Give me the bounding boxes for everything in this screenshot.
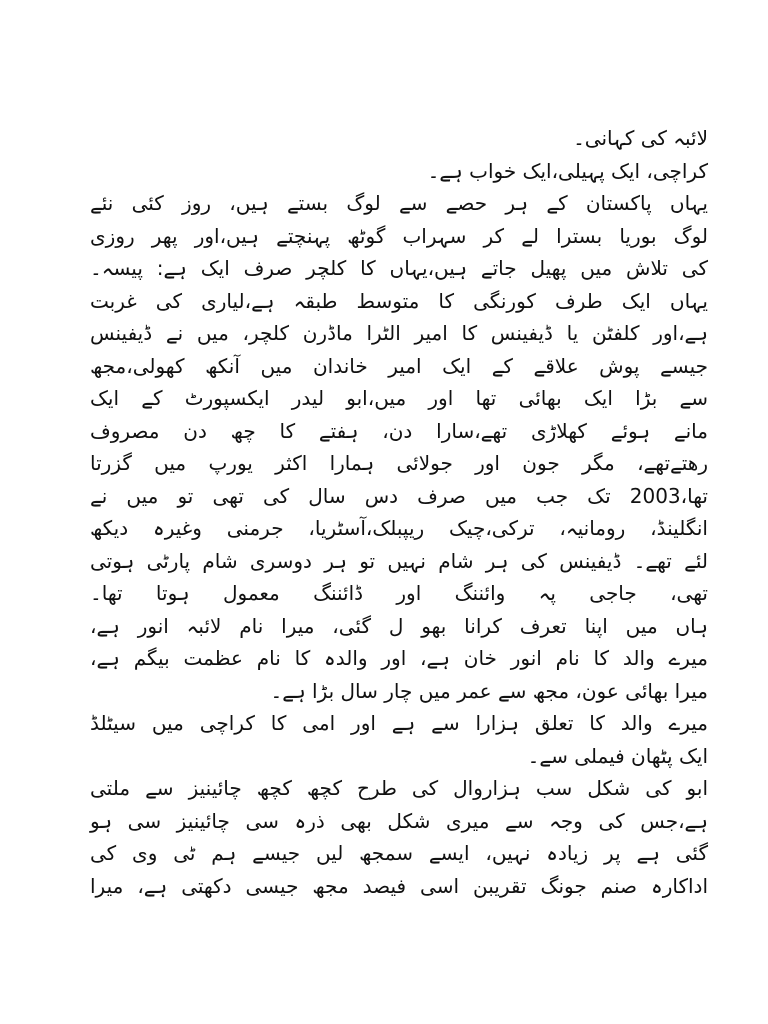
text-line: مانے ہوئے کھلاڑی تھے،سارا دن، ہفتے کا چھ دن مصروف bbox=[90, 418, 708, 443]
story-title: لائبہ کی کہانی۔ bbox=[573, 126, 708, 150]
text-line: ایک پٹھان فیملی سے۔ bbox=[527, 743, 708, 768]
text-line: یہاں ایک طرف کورنگی کا متوسط طبقہ ہے،لیاری کی غربت bbox=[90, 288, 708, 313]
text-line: جیسے پوش علاقے کے ایک امیر خاندان میں آنکھ کھولی،مجھ bbox=[90, 353, 708, 378]
text-line: ہے،اور کلفٹن یا ڈیفینس کا امیر الٹرا ماڈرن کلچر، میں نے ڈیفینس bbox=[90, 321, 708, 345]
text-line: رھتےتھے، مگر جون اور جولائی ہمارا اکثر یورپ میں گزرتا bbox=[90, 451, 708, 475]
text-line: تھی، جاجی پہ وائننگ اور ڈائننگ معمول ہوتا تھا۔ bbox=[90, 581, 708, 605]
text-line: کی تلاش میں پھیل جاتے ہیں،یہاں کا کلچر صرف ایک ہے: پیسہ۔ bbox=[90, 256, 708, 280]
text-line: انگلینڈ، رومانیہ، ترکی،چیک ریپبلک،آسٹریا، جرمنی وغیرہ دیکھ bbox=[90, 516, 708, 540]
text-line: سے بڑا ایک بھائی تھا اور میں،ابو لیدر ایکسپورٹ کے ایک bbox=[90, 386, 708, 410]
text-line: ابو کی شکل سب ہزاروال کی طرح کچھ کچھ چائینیز سے ملتی bbox=[90, 776, 708, 800]
story-text bbox=[90, 122, 708, 902]
text-line: اداکارہ صنم جونگ تقریبن اسی فیصد مجھ جیسی دکھتی ہے، میرا bbox=[90, 873, 708, 898]
text-line: ہے،جس کی وجہ سے میری شکل بھی ذرہ سی چائینیز سی ہو bbox=[90, 808, 708, 833]
text-line: لوگ بوریا بسترا لے کر سہراب گوٹھ پہنچتے ہیں،اور پھر روزی bbox=[90, 223, 708, 248]
text-line: تھا،2003 تک جب میں صرف دس سال کی تھی تو میں نے bbox=[90, 483, 708, 508]
text-line: یہاں پاکستان کے ہر حصے سے لوگ بستے ہیں، روز کئی نئے bbox=[90, 191, 708, 215]
text-line: کراچی، ایک پہیلی،ایک خواب ہے۔ bbox=[427, 158, 708, 183]
text-line: گئی ہے پر زیادہ نہیں، ایسے سمجھ لیں جیسے ہم ٹی وی کی bbox=[90, 841, 708, 865]
text-line: میرے والد کا نام انور خان ہے، اور والدہ کا نام عظمت بیگم ہے، bbox=[90, 646, 708, 670]
text-line: لئے تھے۔ ڈیفینس کی ہر شام نہیں تو ہر دوسری شام پارٹی ہوتی bbox=[90, 548, 708, 573]
text-line: ہاں میں اپنا تعرف کرانا بھو ل گئی، میرا نام لائبہ انور ہے، bbox=[90, 613, 708, 638]
text-line: میرا بھائی عون، مجھ سے عمر میں چار سال بڑا ہے۔ bbox=[270, 678, 708, 703]
text-line: میرے والد کا تعلق ہزارا سے ہے اور امی کا کراچی میں سیٹلڈ bbox=[90, 711, 708, 735]
